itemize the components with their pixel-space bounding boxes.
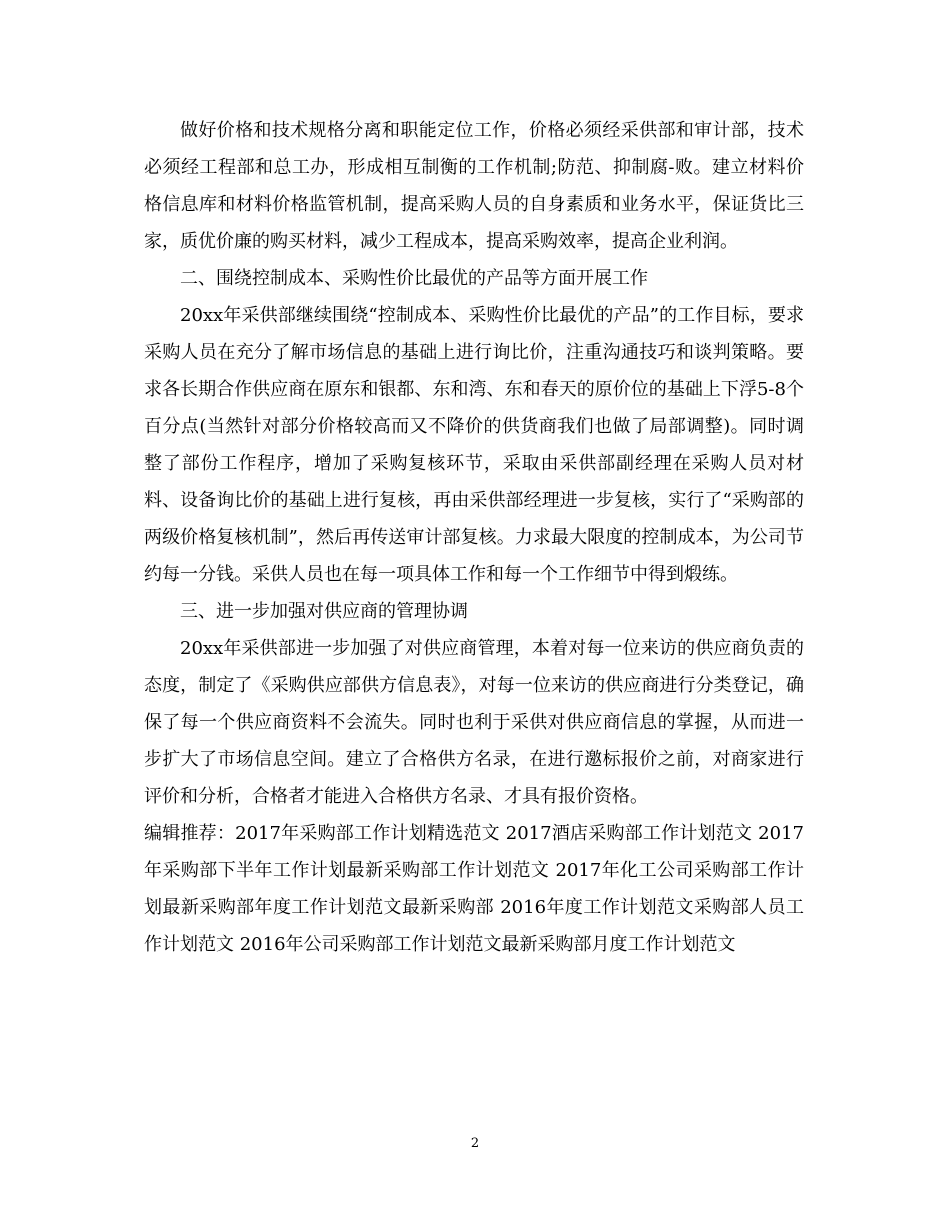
paragraph-price-separation: 做好价格和技术规格分离和职能定位工作，价格必须经采供部和审计部，技术必须经工程部和总工办，形成相互制衡的工作机制;防范、抑制腐-败。建立材料价格信息库和材料价格监管机制，提高采购人员的自身素质和业务水平，保证货比三家，质优价廉的购买材料，减少工程成本，提高采购效率，提高企业利润。: [144, 120, 804, 252]
section-heading-2: 二、围绕控制成本、采购性价比最优的产品等方面开展工作: [180, 268, 648, 289]
paragraph-supplier-management: 20xx年采供部进一步加强了对供应商管理，本着对每一位来访的供应商负责的态度，制定了《采购供应部供方信息表》，对每一位来访的供应商进行分类登记，确保了每一个供应商资料不会流失。同时也利于采供对供应商信息的掌握，从而进一步扩大了市场信息空间。建立了合格供方名录，在进行邀标报价之前，对商家进行评价和分析，合格者才能进入合格供方名录、才具有报价资格。: [144, 638, 804, 807]
section-heading-3: 三、进一步加强对供应商的管理协调: [180, 601, 468, 622]
paragraph-cost-control: 20xx年采供部继续围绕“控制成本、采购性价比最优的产品”的工作目标，要求采购人员在充分了解市场信息的基础上进行询比价，注重沟通技巧和谈判策略。要求各长期合作供应商在原东和银都、东和湾、东和春天的原价位的基础上下浮5-8个百分点(当然针对部分价格较高而又不降价的供货商我们也做了局部调整)。同时调整了部份工作程序，增加了采购复核环节，采取由采供部副经理在采购人员对材料、设备询比价的基础上进行复核，再由采供部经理进一步复核，实行了“采购部的两级价格复核机制”，然后再传送审计部复核。力求最大限度的控制成本，为公司节约每一分钱。采供人员也在每一项具体工作和每一个工作细节中得到煅练。: [144, 305, 804, 585]
document-body: [144, 112, 804, 963]
page-number: 2: [470, 1136, 480, 1151]
editor-recommendation: 编辑推荐：2017年采购部工作计划精选范文 2017酒店采购部工作计划范文 2017年采购部下半年工作计划最新采购部工作计划范文 2017年化工公司采购部工作计划最新采购部年度工作计划范文最新采购部 2016年度工作计划范文采购部人员工作计划范文 2016年公司采购部工作计划范文最新采购部月度工作计划范文: [144, 823, 804, 955]
